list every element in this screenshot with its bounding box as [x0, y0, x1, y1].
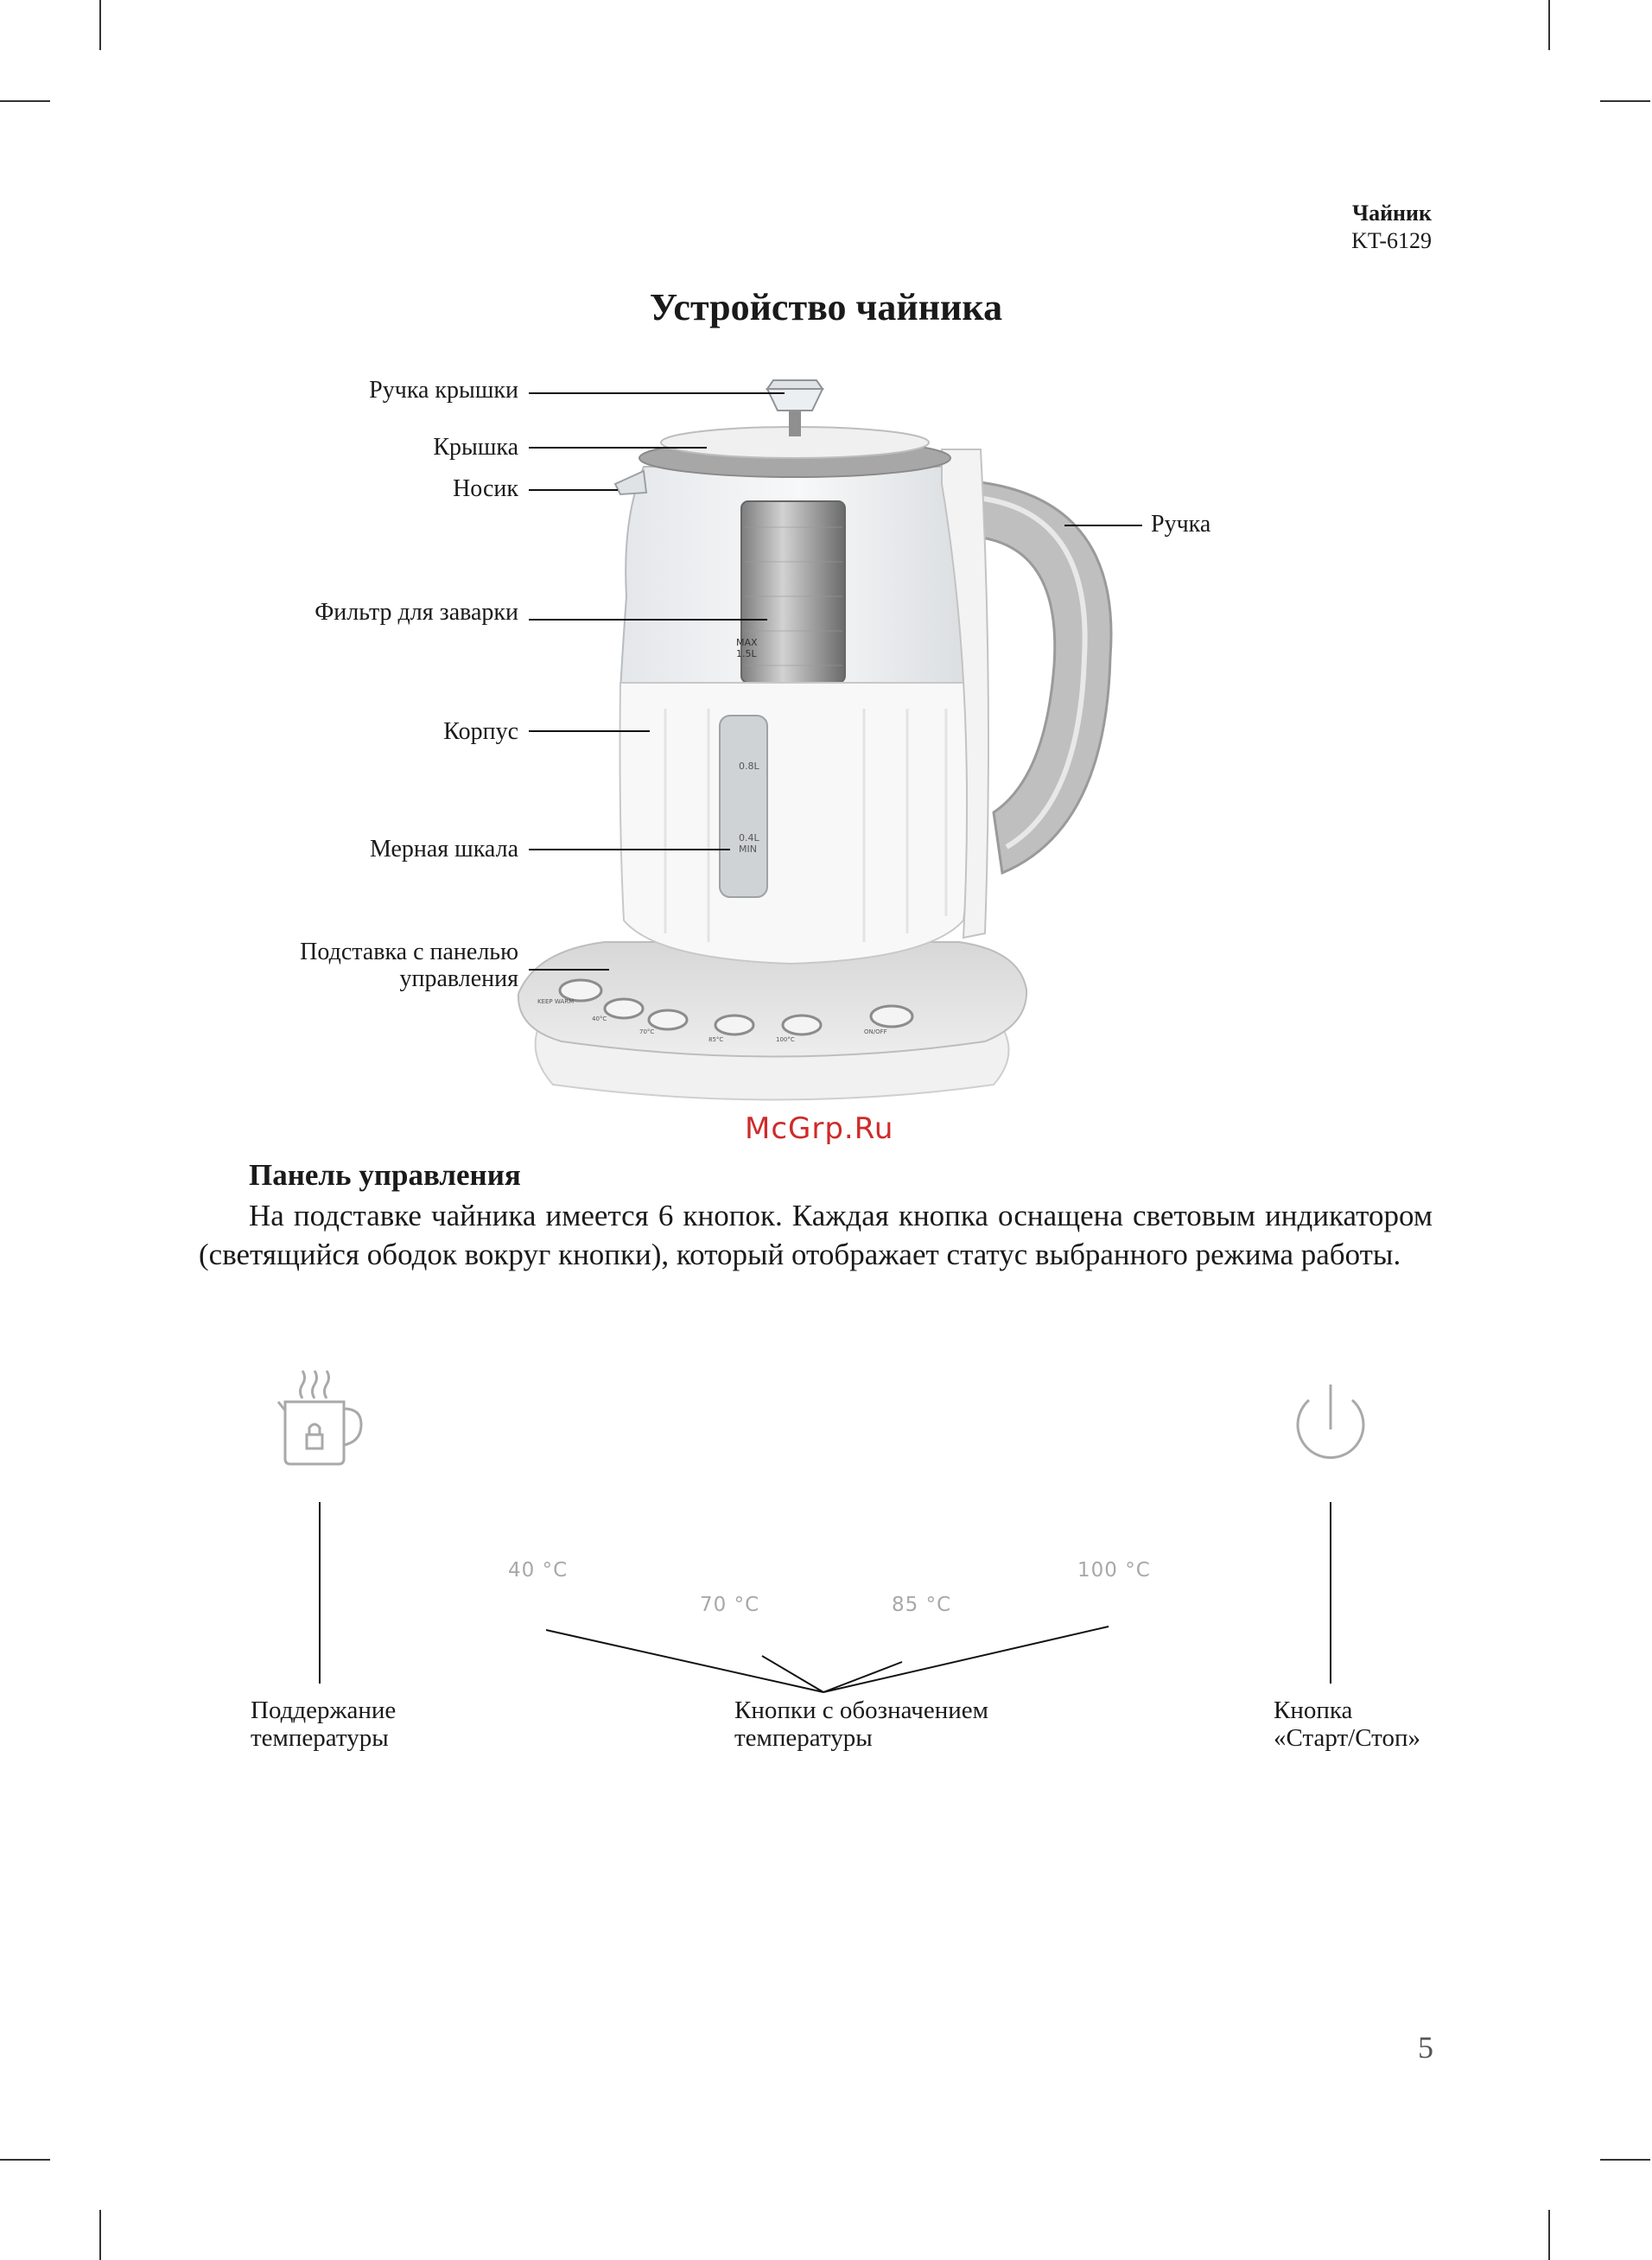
panel-label-100: 100°C: [776, 1036, 795, 1043]
crop-mark: [1548, 2210, 1550, 2260]
label-keep-warm-line1: Поддержание: [251, 1697, 397, 1724]
panel-label-40: 40°C: [592, 1015, 607, 1022]
label-start-stop-line2: «Старт/Стоп»: [1274, 1724, 1420, 1752]
callout-base-line1: Подставка с панелью: [300, 939, 518, 965]
callout-scale: Мерная шкала: [369, 836, 518, 863]
crop-mark: [0, 2159, 50, 2161]
label-temp-buttons: [734, 1697, 988, 1752]
temp-label-70: 70 °C: [700, 1594, 760, 1616]
callout-body: Корпус: [443, 718, 518, 745]
keep-warm-icon: [278, 1371, 361, 1464]
lid-knob: [767, 389, 823, 411]
page-title: Устройство чайника: [649, 286, 1003, 328]
label-temp-buttons-line2: температуры: [734, 1724, 873, 1752]
tea-filter: [741, 501, 845, 683]
callout-base: [300, 939, 518, 992]
panel-label-70: 70°C: [639, 1028, 655, 1035]
watermark: McGrp.Ru: [745, 1111, 894, 1146]
kettle-spout: [615, 471, 646, 494]
callout-base-line2: управления: [399, 965, 518, 992]
mark-mid-vol: 0.8L: [739, 761, 759, 772]
mark-max-vol: 1.5L: [736, 648, 757, 659]
callout-spout: Носик: [453, 475, 518, 502]
page-number: 5: [1418, 2030, 1433, 2065]
callout-lid: Крышка: [433, 434, 518, 461]
water-window: [720, 716, 767, 897]
power-icon: [1298, 1385, 1363, 1458]
crop-mark: [1600, 2159, 1650, 2161]
label-start-stop: [1274, 1697, 1420, 1752]
section-heading: Панель управления: [249, 1158, 521, 1192]
callout-lid-knob: Ручка крышки: [369, 377, 518, 404]
kettle-body: [620, 683, 974, 964]
temp-label-100: 100 °C: [1077, 1559, 1151, 1582]
temp-label-85: 85 °C: [892, 1594, 952, 1616]
panel-label-onoff: ON/OFF: [864, 1028, 887, 1035]
callout-filter: Фильтр для заварки: [315, 599, 518, 626]
callout-handle: Ручка: [1151, 511, 1211, 538]
label-start-stop-line1: Кнопка: [1274, 1697, 1353, 1724]
label-temp-buttons-line1: Кнопки с обозначением: [734, 1697, 989, 1724]
crop-mark: [99, 2210, 101, 2260]
panel-label-keep-warm: KEEP WARM: [537, 998, 575, 1005]
label-keep-warm-line2: температуры: [251, 1724, 389, 1752]
mark-min-vol: 0.4L: [739, 832, 759, 844]
temp-label-40: 40 °C: [508, 1559, 569, 1582]
header-model: KT-6129: [1351, 228, 1432, 253]
mark-min: MIN: [739, 844, 757, 855]
mark-max: MAX: [736, 637, 758, 648]
label-keep-warm: [251, 1697, 396, 1752]
panel-label-85: 85°C: [708, 1036, 724, 1043]
control-panel-paragraph: На подставке чайника имеется 6 кнопок. Каждая кнопка оснащена световым индикатором (светящийся ободок вокруг кнопки), который отображает статус выбранного режима работы.: [199, 1199, 1433, 1271]
header-product: Чайник: [1351, 201, 1432, 226]
